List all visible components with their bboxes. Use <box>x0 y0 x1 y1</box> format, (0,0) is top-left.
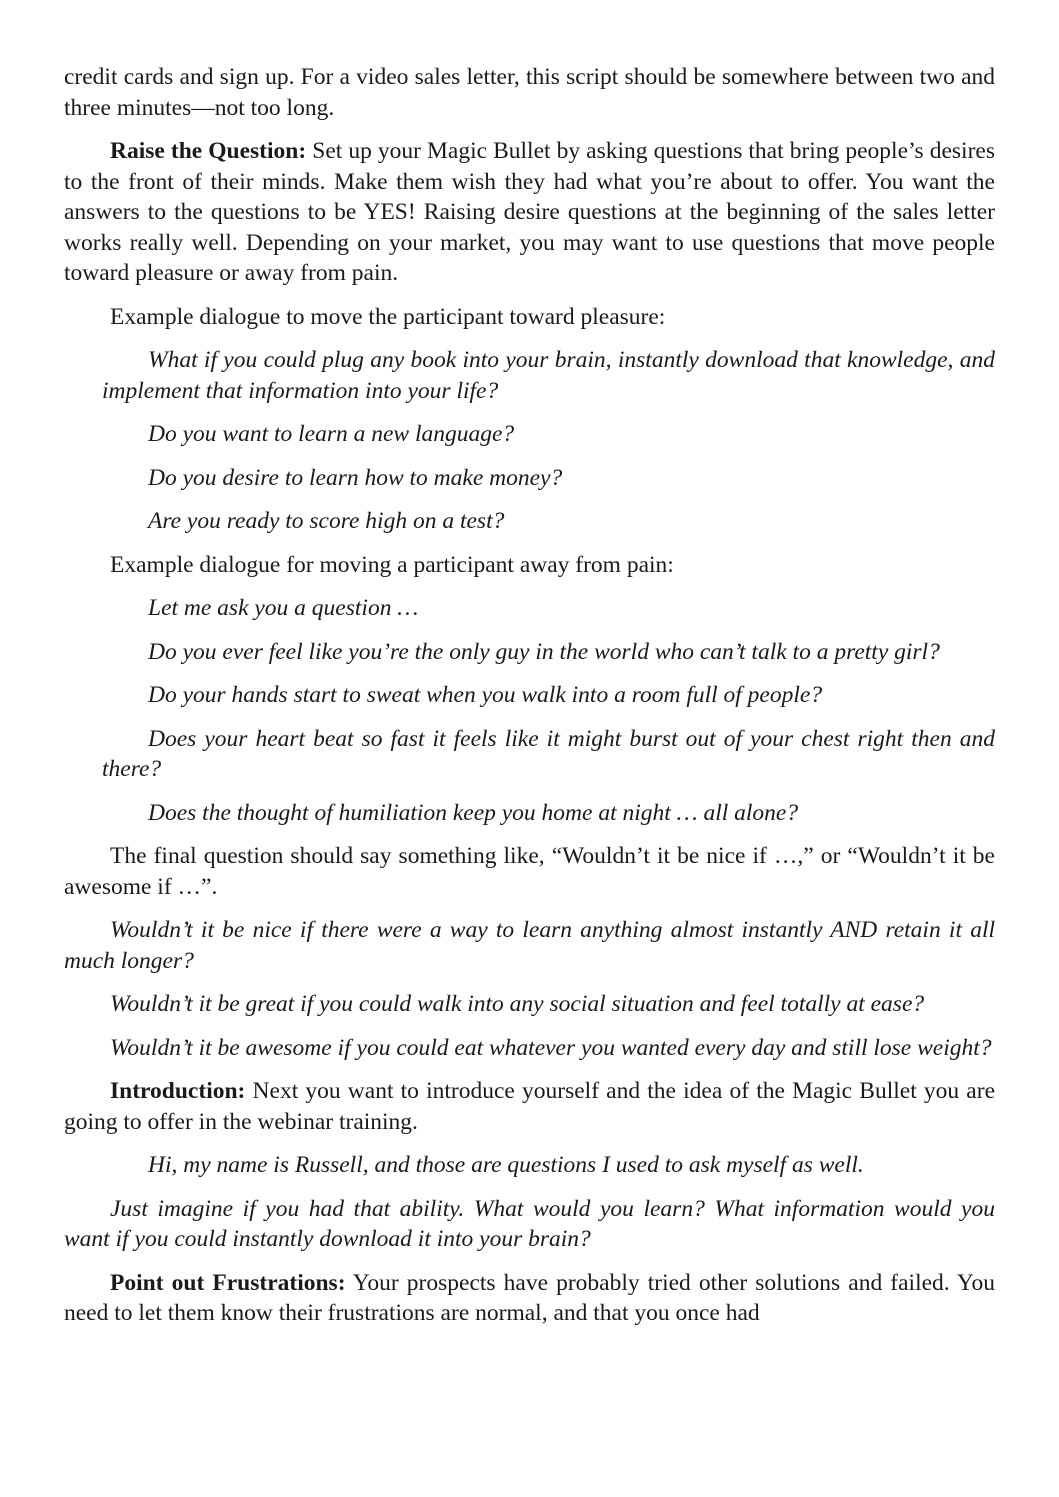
paragraph-body: Next you want to introduce yourself and the idea of the Magic Bullet you are going to offer in the webinar training. <box>64 1078 995 1135</box>
example-question: Does your heart beat so fast it feels like it might burst out of your chest right then and there? <box>102 725 995 782</box>
paragraph-body: Set up your Magic Bullet by asking questions that bring people’s desires to the front of their minds. Make them wish they had what you’re about to offer. You want the answers to the questions to be YES! Raising desire questions at the beginning of the sales letter works really well. Depending on your market, you may want to use questions that move people toward pleasure or away from pain. <box>64 138 995 286</box>
paragraph-introduction <box>64 1076 995 1137</box>
section-label-introduction: Introduction: <box>110 1078 246 1104</box>
example-question: Let me ask you a question … <box>148 595 419 621</box>
example-question: Do you ever feel like you’re the only guy in the world who can’t talk to a pretty girl? <box>148 638 940 665</box>
example-question: What if you could plug any book into your brain, instantly download that knowledge, and implement that information into your life? <box>102 347 995 404</box>
paragraph-continuation: credit cards and sign up. For a video sales letter, this script should be somewhere between two and three minutes—not too long. <box>64 64 995 121</box>
paragraph-body: Your prospects have probably tried other solutions and failed. You need to let them know their frustrations are normal, and that you once had <box>64 1269 996 1326</box>
example-question: Does the thought of humiliation keep you home at night … all alone? <box>148 799 799 826</box>
example-wouldnt-it: Wouldn’t it be nice if there were a way to learn anything almost instantly AND retain it all much longer? <box>64 917 995 974</box>
example-question: Do you desire to learn how to make money? <box>148 464 563 491</box>
document-page <box>64 62 995 1342</box>
paragraph-point-out-frustrations <box>64 1268 995 1329</box>
example-wouldnt-it: Wouldn’t it be great if you could walk into any social situation and feel totally at ease? <box>110 991 925 1017</box>
example-question: Are you ready to score high on a test? <box>148 508 505 534</box>
paragraph-raise-the-question <box>64 136 995 289</box>
example-intro-pleasure: Example dialogue to move the participant toward pleasure: <box>110 303 666 330</box>
example-question: Do your hands start to sweat when you walk into a room full of people? <box>148 682 823 708</box>
example-introduction: Hi, my name is Russell, and those are questions I used to ask myself as well. <box>148 1152 864 1178</box>
section-label-raise-the-question: Raise the Question: <box>110 138 307 164</box>
example-imagine: Just imagine if you had that ability. What would you learn? What information would you want if you could instantly download it into your brain? <box>64 1195 995 1252</box>
paragraph-final-question: The final question should say something like, “Wouldn’t it be nice if …,” or “Wouldn’t it be awesome if …”. <box>64 843 995 900</box>
section-label-point-out-frustrations: Point out Frustrations: <box>110 1269 346 1296</box>
example-wouldnt-it: Wouldn’t it be awesome if you could eat whatever you wanted every day and still lose weight? <box>110 1034 992 1061</box>
example-question: Do you want to learn a new language? <box>148 421 515 447</box>
example-intro-pain: Example dialogue for moving a participant away from pain: <box>110 551 674 578</box>
